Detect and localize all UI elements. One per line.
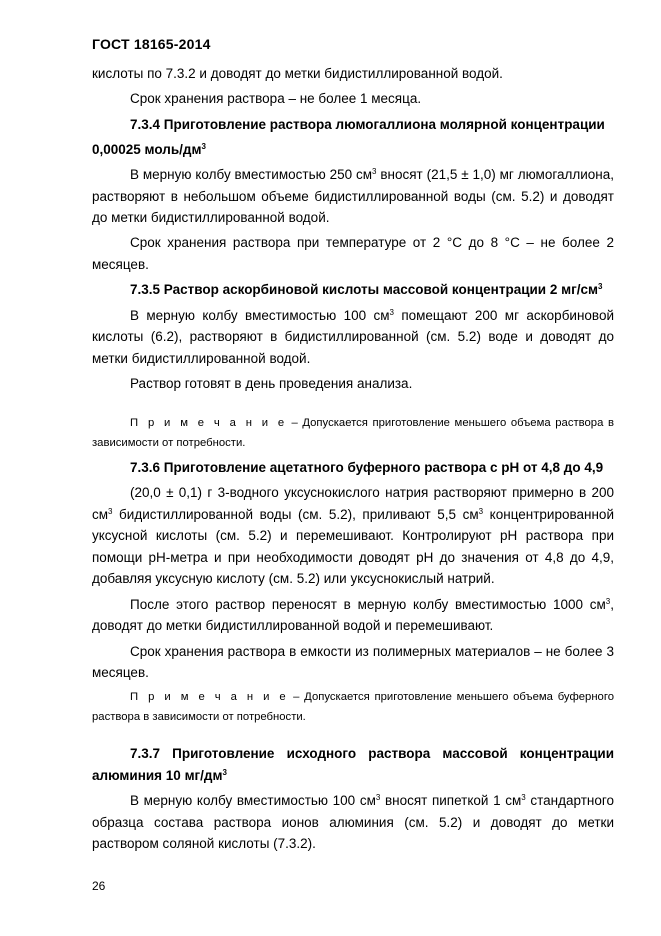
section-heading-7-3-7: 7.3.7 Приготовление исходного раствора массовой концентрации алюминия 10 $мг/дм^3$ bbox=[92, 746, 614, 783]
section-heading-7-3-4-cont: 0,00025 моль/$дм^3$ bbox=[92, 141, 206, 157]
section-heading-7-3-5: 7.3.5 Раствор аскорбиновой кислоты массовой концентрации 2 $мг/см^3$ bbox=[130, 282, 603, 298]
page-number: 26 bbox=[92, 879, 106, 893]
paragraph: Раствор готовят в день проведения анализа. bbox=[130, 375, 413, 391]
note: П р и м е ч а н и е – Допускается приготовление меньшего объема буферного раствора в зависимости от потребности. bbox=[92, 691, 614, 724]
paragraph: (20,0 ± 0,1) г 3-водного уксуснокислого натрия растворяют примерно в 200 $см^3$ бидистиллированной воды (см. 5.2), приливают 5,5 $см^3$ концентрированной уксусной кислоты (см. 5.2) и перемешивают. Контролируют рН раствора при помощи рН-метра и при необходимости доводят рН до значения от 4,8 до 4,9, добавляя уксусную кислоту (см. 5.2) или уксуснокислый натрий. bbox=[92, 485, 614, 587]
document-header: ГОСТ 18165-2014 bbox=[92, 36, 211, 52]
section-heading-7-3-4: 7.3.4 Приготовление раствора люмогаллиона молярной концентрации bbox=[130, 116, 605, 132]
document-body bbox=[92, 63, 614, 858]
paragraph: кислоты по 7.3.2 и доводят до метки бидистиллированной водой. bbox=[92, 66, 503, 81]
section-heading-7-3-6: 7.3.6 Приготовление ацетатного буферного раствора с рН от 4,8 до 4,9 bbox=[130, 460, 604, 476]
paragraph: В мерную колбу вместимостью 100 $см^3$ вносят пипеткой 1 $см^3$ стандартного образца состава раствора ионов алюминия (см. 5.2) и доводят до метки раствором соляной кислоты (7.3.2). bbox=[92, 793, 614, 852]
paragraph: Срок хранения раствора – не более 1 месяца. bbox=[130, 91, 422, 107]
paragraph: В мерную колбу вместимостью 250 $см^3$ вносят (21,5 ± 1,0) мг люмогаллиона, растворяют в небольшом объеме бидистиллированной воды (см. 5.2) и доводят до метки бидистиллированной водой. bbox=[92, 167, 614, 226]
paragraph: Срок хранения раствора в емкости из полимерных материалов – не более 3 месяцев. bbox=[92, 643, 614, 681]
note: П р и м е ч а н и е – Допускается приготовление меньшего объема раствора в зависимости от потребности. bbox=[92, 417, 615, 450]
paragraph: В мерную колбу вместимостью 100 $см^3$ помещают 200 мг аскорбиновой кислоты (6.2), растворяют в бидистиллированной (см. 5.2) воде и доводят до метки бидистиллированной водой. bbox=[92, 307, 614, 366]
paragraph: Срок хранения раствора при температуре от 2 °С до 8 °С – не более 2 месяцев. bbox=[92, 235, 614, 272]
paragraph: После этого раствор переносят в мерную колбу вместимостью 1000 $см^3$, доводят до метки бидистиллированной водой и перемешивают. bbox=[92, 596, 614, 634]
